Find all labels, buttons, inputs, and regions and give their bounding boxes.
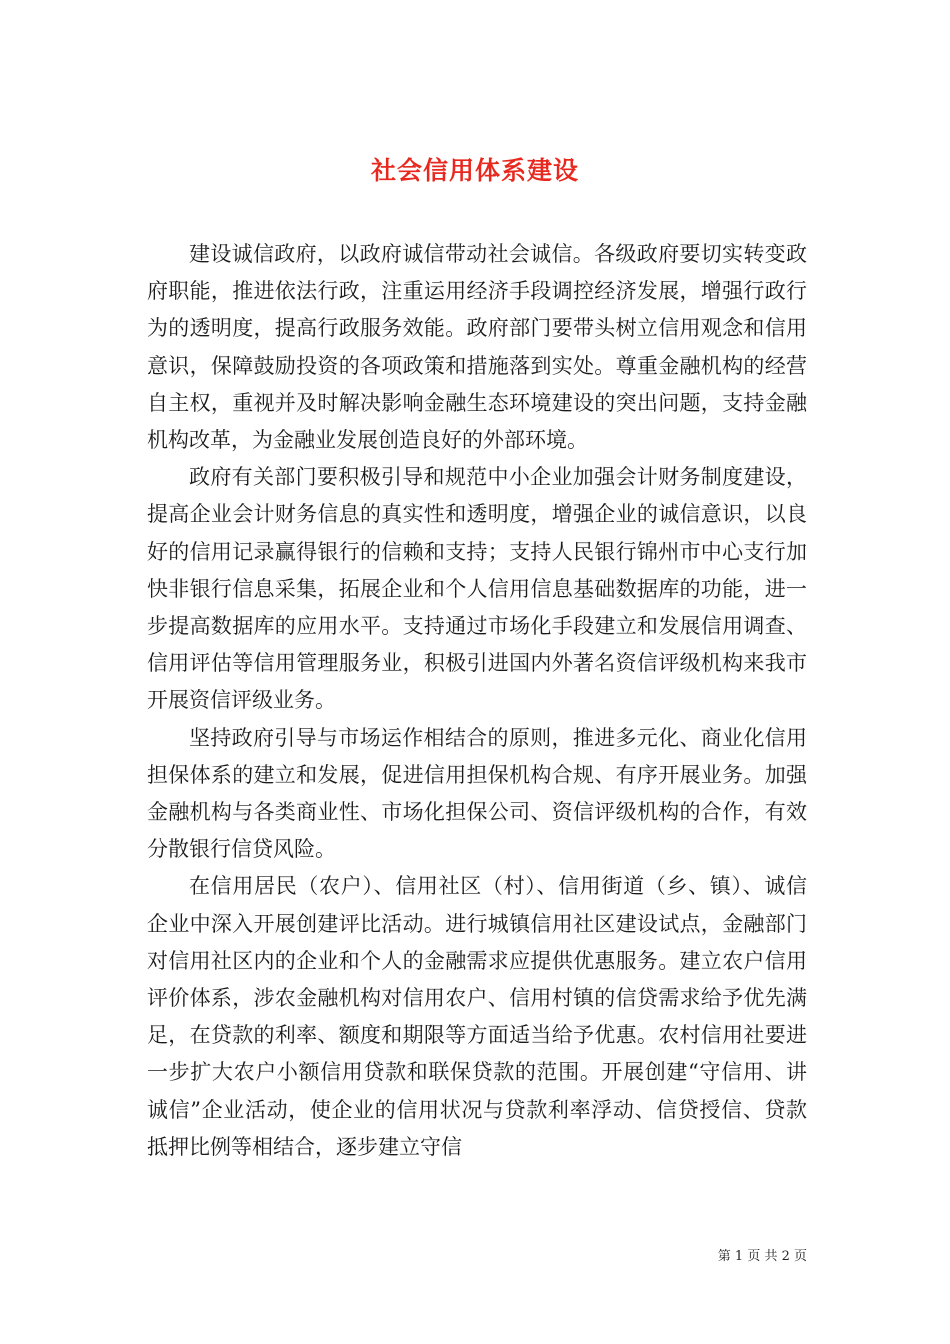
paragraph-3: 坚持政府引导与市场运作相结合的原则，推进多元化、商业化信用担保体系的建立和发展，促进信用担保机构合规、有序开展业务。加强金融机构与各类商业性、市场化担保公司、资信评级机构的合作，有效分散银行信贷风险。 <box>147 725 807 862</box>
document-body <box>147 236 807 1166</box>
paragraph-1: 建设诚信政府，以政府诚信带动社会诚信。各级政府要切实转变政府职能，推进依法行政，注重运用经济手段调控经济发展，增强行政行为的透明度，提高行政服务效能。政府部门要带头树立信用观念和信用意识，保障鼓励投资的各项政策和措施落到实处。尊重金融机构的经营自主权，重视并及时解决影响金融生态环境建设的突出问题，支持金融机构改革，为金融业发展创造良好的外部环境。 <box>147 242 807 453</box>
page-title: 社会信用体系建设 <box>370 155 579 185</box>
paragraph-4: 在信用居民（农户）、信用社区（村）、信用街道（乡、镇）、诚信企业中深入开展创建评比活动。进行城镇信用社区建设试点，金融部门对信用社区内的企业和个人的金融需求应提供优惠服务。建立农户信用评价体系，涉农金融机构对信用农户、信用村镇的信贷需求给予优先满足，在贷款的利率、额度和期限等方面适当给予优惠。农村信用社要进一步扩大农户小额信用贷款和联保贷款的范围。开展创建“守信用、讲诚信”企业活动，使企业的信用状况与贷款利率浮动、信贷授信、贷款抵押比例等相结合，逐步建立守信 <box>147 874 807 1159</box>
paragraph-2: 政府有关部门要积极引导和规范中小企业加强会计财务制度建设，提高企业会计财务信息的真实性和透明度，增强企业的诚信意识，以良好的信用记录赢得银行的信赖和支持；支持人民银行锦州市中心支行加快非银行信息采集，拓展企业和个人信用信息基础数据库的功能，进一步提高数据库的应用水平。支持通过市场化手段建立和发展信用调查、信用评估等信用管理服务业，积极引进国内外著名资信评级机构来我市开展资信评级业务。 <box>147 465 807 713</box>
page-number: 第 1 页 共 2 页 <box>717 1249 807 1264</box>
